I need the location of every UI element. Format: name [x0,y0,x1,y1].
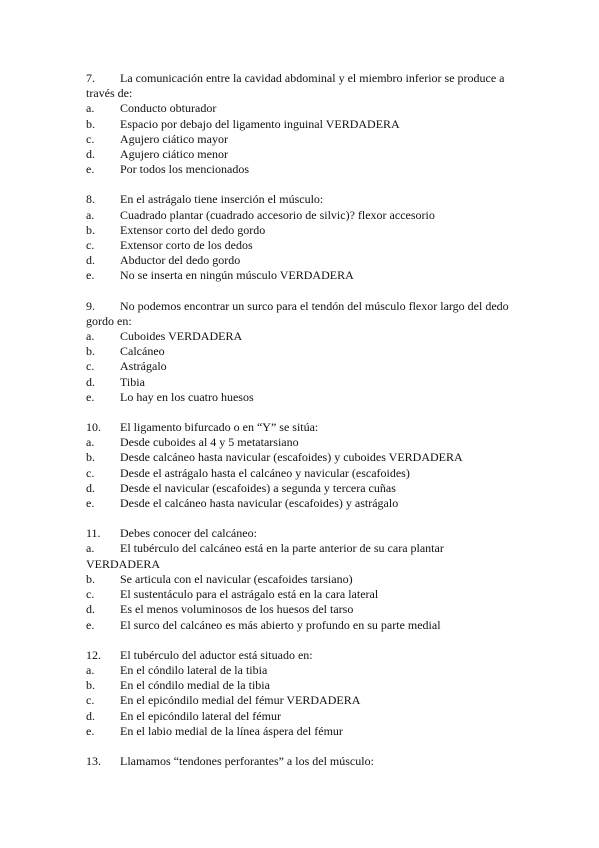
question-block [86,420,526,511]
option-letter: a. [86,207,95,222]
question-block [86,71,526,177]
option-letter: d. [86,374,95,389]
answer-option [86,253,526,268]
answer-option [86,466,526,481]
question-text-continued: gordo en: [86,313,132,328]
option-letter: b. [86,678,95,693]
option-letter: e. [86,723,95,738]
option-text: En el cóndilo medial de la tibia [120,678,270,693]
question-stem [86,526,526,541]
answer-option [86,390,526,405]
option-letter: a. [86,435,95,450]
option-text: Cuboides VERDADERA [120,329,243,344]
option-letter: d. [86,147,95,162]
option-text: Desde cuboides al 4 y 5 metatarsiano [120,435,299,450]
option-letter: b. [86,116,95,131]
question-number: 9. [86,298,95,313]
question-text: En el astrágalo tiene inserción el músculo: [120,192,324,207]
answer-option [86,359,526,374]
answer-option [86,344,526,359]
option-text: Astrágalo [120,359,167,374]
option-text: Extensor corto del dedo gordo [120,222,266,237]
answer-option [86,117,526,132]
option-text: El tubérculo del calcáneo está en la parte anterior de su cara plantar [120,541,444,556]
question-stem [86,648,526,663]
question-text: El tubérculo del aductor está situado en: [120,647,313,662]
option-letter: d. [86,708,95,723]
question-block [86,754,526,769]
option-letter: b. [86,450,95,465]
option-text: Es el menos voluminosos de los huesos del tarso [120,602,354,617]
question-text: Llamamos “tendones perforantes” a los del músculo: [120,753,374,768]
answer-option [86,329,526,344]
option-text: Tibia [120,374,145,389]
answer-option [86,268,526,283]
question-block [86,526,526,632]
option-text: Desde el calcáneo hasta navicular (escafoides) y astrágalo [120,496,399,511]
option-text: En el cóndilo lateral de la tibia [120,662,268,677]
option-text: Lo hay en los cuatro huesos [120,389,254,404]
option-text: Desde el astrágalo hasta el calcáneo y navicular (escafoides) [120,465,410,480]
answer-option [86,572,526,587]
option-letter: e. [86,496,95,511]
answer-option [86,724,526,739]
option-text: En el epicóndilo medial del fémur VERDADERA [120,693,361,708]
question-text-continued: través de: [86,86,133,101]
option-text: El sustentáculo para el astrágalo está en la cara lateral [120,587,379,602]
answer-option [86,678,526,693]
option-letter: b. [86,344,95,359]
question-number: 8. [86,192,95,207]
option-text: Calcáneo [120,344,165,359]
option-text: No se inserta en ningún músculo VERDADERA [120,268,354,283]
answer-option [86,693,526,708]
question-text: El ligamento bifurcado o en “Y” se sitúa: [120,420,319,435]
option-letter: c. [86,238,95,253]
option-letter: e. [86,162,95,177]
option-letter: b. [86,571,95,586]
answer-option [86,238,526,253]
option-text: Agujero ciático mayor [120,131,228,146]
answer-option [86,223,526,238]
question-stem [86,192,526,207]
answer-option [86,450,526,465]
question-stem [86,420,526,435]
option-text: Desde el navicular (escafoides) a segunda y tercera cuñas [120,480,396,495]
question-block [86,192,526,283]
answer-option [86,162,526,177]
option-text-continued: VERDADERA [86,556,160,571]
question-stem [86,71,526,86]
option-letter: d. [86,602,95,617]
option-letter: a. [86,101,95,116]
question-block [86,299,526,405]
option-text: En el labio medial de la línea áspera del fémur [120,723,343,738]
option-letter: e. [86,617,95,632]
question-block [86,648,526,739]
question-stem [86,754,526,769]
option-letter: e. [86,389,95,404]
option-letter: a. [86,662,95,677]
option-text: Se articula con el navicular (escafoides tarsiano) [120,571,353,586]
option-text: Desde calcáneo hasta navicular (escafoides) y cuboides VERDADERA [120,450,463,465]
option-letter: c. [86,359,95,374]
option-letter: a. [86,329,95,344]
answer-option [86,663,526,678]
answer-option [86,435,526,450]
question-stem [86,299,526,314]
option-text: Agujero ciático menor [120,147,228,162]
option-text: En el epicóndilo lateral del fémur [120,708,281,723]
option-text: Por todos los mencionados [120,162,249,177]
question-text: Debes conocer del calcáneo: [120,526,257,541]
option-text: El surco del calcáneo es más abierto y profundo en su parte medial [120,617,441,632]
answer-option [86,208,526,223]
question-number: 12. [86,647,101,662]
option-letter: b. [86,222,95,237]
answer-option [86,375,526,390]
option-text: Extensor corto de los dedos [120,238,253,253]
answer-option [86,496,526,511]
answer-option [86,541,526,556]
answer-option [86,709,526,724]
answer-option [86,602,526,617]
option-letter: c. [86,587,95,602]
question-list [86,71,526,784]
answer-option [86,618,526,633]
question-text: No podemos encontrar un surco para el tendón del músculo flexor largo del dedo [120,298,509,313]
option-letter: a. [86,541,95,556]
question-text: La comunicación entre la cavidad abdominal y el miembro inferior se produce a [120,71,505,85]
answer-option [86,587,526,602]
option-letter: c. [86,131,95,146]
question-number: 10. [86,420,101,435]
answer-option [86,147,526,162]
answer-option [86,132,526,147]
answer-option [86,101,526,116]
option-letter: c. [86,465,95,480]
answer-option [86,481,526,496]
option-text: Cuadrado plantar (cuadrado accesorio de silvic)? flexor accesorio [120,207,435,222]
option-letter: c. [86,693,95,708]
option-text: Conducto obturador [120,101,217,116]
option-text: Espacio por debajo del ligamento inguinal VERDADERA [120,116,400,131]
option-letter: d. [86,480,95,495]
question-number: 11. [86,526,101,541]
option-text: Abductor del dedo gordo [120,253,241,268]
question-number: 7. [86,71,95,85]
option-letter: e. [86,268,95,283]
question-number: 13. [86,753,101,768]
option-letter: d. [86,253,95,268]
